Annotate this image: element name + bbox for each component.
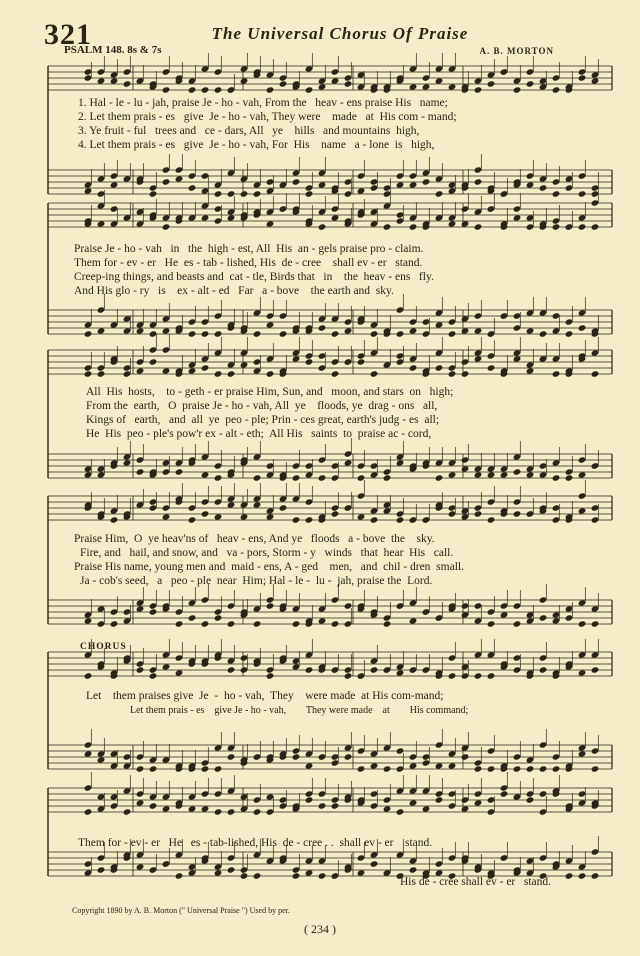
system-3-bass-note-head [318,474,327,481]
system-1-bass-note-head [526,181,535,188]
system-5-treble-note-head [487,672,496,679]
system-3-treble-note-head [214,370,223,377]
system-5-treble-note-head [539,666,548,673]
system-6-treble-note-head [435,796,444,803]
system-2-bass-note-head [253,330,262,337]
system-6-treble-note-head [162,805,171,812]
system-4-treble-note-head [292,516,301,523]
system-4-treble-note-head [474,510,483,517]
system-3-treble-note-head [227,370,236,377]
system-5-bass-note-head [487,765,496,772]
system-5-bass-note-head [474,765,483,772]
system-2-treble-note-head [266,220,275,227]
system-4-treble-note-head [357,513,366,520]
system-3-bass-note-head [201,471,210,478]
system-4-treble-note-head [266,513,275,520]
system-2-bass-note-head [474,327,483,334]
system-6-treble-note-head [305,796,314,803]
system-6-bass-note-head [175,872,184,879]
system-5-bass-note-head [201,765,210,772]
system-1-lyric-3: 3. Ye fruit - ful trees and ce - dars, All ye hills and mountains high, [78,125,420,137]
system-2-lyric-1: Praise Je - ho - vah in the high - est, All His an - gels praise pro - claim. [74,243,424,255]
system-4-lyric-1: Praise Him, O ye heav'ns of heav - ens, And ye floods a - bove the sky. [74,533,435,545]
system-6-bass-note-head [578,872,587,879]
chorus-bass-final-lyric: His de - cree shall ev - er stand. [400,876,552,888]
system-4-bass-note-head [188,614,197,621]
system-5-treble-note-head [305,666,314,673]
system-5-treble-note-head [591,666,600,673]
system-5-treble-note-head [344,672,353,679]
system-2-bass-note-head [279,330,288,337]
system-3-treble-note-head [201,364,210,371]
system-3-bass-note-head [474,471,483,478]
system-2-treble-note-head [448,220,457,227]
system-5-treble-note-head [448,672,457,679]
system-2-bass-note-head [344,327,353,334]
system-2-bass-note-head [318,324,327,331]
system-4-treble-note-head [578,507,587,514]
system-3-treble-note-head [526,367,535,374]
system-5-bass-note-head [370,762,379,769]
system-5-treble-note-head [175,669,184,676]
system-3-treble-note-head [513,355,522,362]
system-2-treble-note-head [513,214,522,221]
system-4-treble-note-head [331,510,340,517]
system-3-bass-note-head [513,468,522,475]
system-1-treble-note-head [331,77,340,84]
system-2-treble-note-head [201,214,210,221]
system-5-treble-note-head [396,669,405,676]
system-4-treble-note-head [162,513,171,520]
system-1-treble-note-head [162,86,171,93]
system-3-bass-note-head [565,474,574,481]
system-2-treble-note-head [227,214,236,221]
system-4-lyric-3: Praise His name, young men and maid - ens, A - ged men, and chil - dren small. [74,561,464,573]
system-3-bass-note-head [448,471,457,478]
psalm-meter: PSALM 148. 8s & 7s [64,44,162,56]
system-5-bass-note-head [84,750,93,757]
system-6-treble-note-head [136,799,145,806]
system-4-treble-note-head [188,516,197,523]
system-1-treble-note-head [214,86,223,93]
system-5-bass-note-head [591,765,600,772]
system-6-treble-note-head [526,796,535,803]
chorus-bass-lyric: Let them prais - es give Je - ho - vah, They were made at His command; [130,705,469,716]
system-5-treble-note-head [227,666,236,673]
system-6-bass-note-head [253,872,262,879]
system-2-bass-note-head [578,324,587,331]
system-1-treble-note-head [422,83,431,90]
system-4-treble-note-head [201,510,210,517]
system-4-lyric-2: Fire, and hail, and snow, and va - pors, Storm - y winds that hear His call. [80,547,454,559]
system-2-treble-note-head [318,223,327,230]
system-1-bass-note-head [409,181,418,188]
system-6-treble-note-head [149,802,158,809]
system-6-bass-note-head [97,866,106,873]
system-3-treble-note-head [331,370,340,377]
system-5-bass-note-head [136,765,145,772]
system-1-bass-note-head [357,187,366,194]
system-5-bass-note-head [539,765,548,772]
system-4-treble-note-head [279,504,288,511]
system-1-treble-note-head [513,86,522,93]
system-6-treble-note-head [331,802,340,809]
system-1-treble-note-head [591,77,600,84]
system-4-bass-note-head [253,620,262,627]
system-6-bass-note-head [292,872,301,879]
system-3-treble-note-head [188,367,197,374]
system-5-treble-note-head [266,672,275,679]
system-5-treble-note-head [136,666,145,673]
system-3-bass-note-head [344,459,353,466]
system-3-bass-note-head [292,474,301,481]
system-5-bass-note-head [448,762,457,769]
system-1-treble-note-head [409,83,418,90]
system-4-treble-note-head [110,516,119,523]
system-1-bass-note-head [188,184,197,191]
system-1-bass-note-head [474,178,483,185]
system-2-bass-note-head [409,327,418,334]
system-6-bass-note-head [591,872,600,879]
system-2-treble-note-head [591,223,600,230]
system-5-bass-note-head [578,750,587,757]
system-6-bass-note-head [214,869,223,876]
system-1-lyric-2: 2. Let them prais - es give Je - ho - vah, They were made at His com - mand; [78,111,457,123]
system-4-bass-note-head [175,620,184,627]
system-3-bass-note-head [461,465,470,472]
system-1-bass-note-head [149,190,158,197]
system-1-treble-note-head [305,86,314,93]
system-6-bass-note-head [565,872,574,879]
system-6-treble-note-head [383,805,392,812]
system-1-treble-note-head [578,74,587,81]
system-2-bass-note-head [162,327,171,334]
system-3-treble-note-head [552,370,561,377]
system-3-bass-note-head [500,471,509,478]
chorus-final-lyric: Them for - ev - er He es - tab-lished, His de - cree . . shall ev - er stand. [78,837,433,849]
system-4-bass-note-head [227,620,236,627]
system-3-lyric-1: All His hosts, to - geth - er praise Him, Sun, and moon, and stars on high; [86,386,454,398]
system-6-treble-note-head [318,802,327,809]
system-6-treble-note-head [214,808,223,815]
system-5-bass-note-head [461,753,470,760]
system-1-bass-note-head [422,178,431,185]
system-3-bass-note-head [123,459,132,466]
system-3-treble-note-head [370,370,379,377]
system-2-bass-note-head [370,330,379,337]
system-1-lyric-1: 1. Hal - le - lu - jah, praise Je - ho - vah, From the heav - ens praise His name; [78,97,448,109]
system-4-bass-note-head [292,620,301,627]
system-6-treble-note-head [396,808,405,815]
system-3-treble-note-head [461,370,470,377]
system-1-treble-note-head [318,83,327,90]
system-5-treble-note-head [474,672,483,679]
system-1-treble-note-head [240,77,249,84]
system-3-bass-note-head [487,471,496,478]
system-3-treble-note-head [448,370,457,377]
system-3-bass-note-head [383,474,392,481]
system-1-treble-note-head [487,80,496,87]
system-3-bass-note-head [578,471,587,478]
system-4-treble-note-head [240,513,249,520]
system-1-treble-note-head [552,86,561,93]
system-3-lyric-4: He His peo - ple's pow'r ex - alt - eth; All His saints to praise ac - cord, [86,428,432,440]
system-2-lyric-2: Them for - ev - er He es - tab - lished, His de - cree shall ev - er stand. [74,257,423,269]
system-5-bass-note-head [435,762,444,769]
system-1-treble-note-head [201,86,210,93]
system-1-bass-note-head [110,181,119,188]
system-6-treble-note-head [461,805,470,812]
system-2-bass-note-head [565,330,574,337]
system-2-bass-note-head [461,327,470,334]
system-2-treble-note-head [578,223,587,230]
system-1-bass-note-head [396,181,405,188]
system-5-bass-note-head [409,762,418,769]
system-6-treble-note-head [227,808,236,815]
system-1-bass-note-head [240,190,249,197]
system-4-bass-note-head [591,620,600,627]
system-3-treble-note-head [292,355,301,362]
system-4-bass-note-head [110,620,119,627]
system-5-treble-note-head [370,666,379,673]
copyright-notice: Copyright 1890 by A. B. Morton (" Universal Praise ") Used by per. [72,906,290,915]
system-4-lyric-4: Ja - cob's seed, a peo - ple near Him; Hal - le - lu - jah, praise the Lord. [80,575,433,587]
system-5-bass-note-head [526,765,535,772]
system-2-bass-note-head [435,321,444,328]
system-5-bass-note-head [357,765,366,772]
system-4-bass-note-head [266,602,275,609]
system-4-bass-note-head [500,611,509,618]
system-1-treble-note-head [526,80,535,87]
system-1-treble-note-head [266,86,275,93]
system-4-treble-note-head [487,516,496,523]
system-5-treble-note-head [84,672,93,679]
system-2-bass-note-head [136,327,145,334]
system-2-treble-note-head [331,214,340,221]
system-4-bass-note-head [487,620,496,627]
system-3-treble-note-head [84,370,93,377]
system-5-treble-note-head [578,669,587,676]
system-1-bass-note-head [292,178,301,185]
system-2-lyric-4: And His glo - ry is ex - alt - ed Far a - bove the earth and sky. [74,285,394,297]
system-2-bass-note-head [214,330,223,337]
system-5-bass-note-head [344,753,353,760]
system-2-bass-note-head [396,330,405,337]
system-4-bass-note-head [578,620,587,627]
system-5-bass-note-head [214,765,223,772]
system-5-bass-note-head [383,765,392,772]
system-1-bass-note-head [214,190,223,197]
system-1-bass-note-head [539,184,548,191]
system-4-treble-note-head [396,516,405,523]
system-4-bass-note-head [84,617,93,624]
system-6-bass-note-head [357,869,366,876]
system-3-lyric-2: From the earth, O praise Je - ho - vah, All ye floods, ye drag - ons all, [86,400,438,412]
system-4-treble-note-head [253,501,262,508]
system-4-bass-note-head [409,617,418,624]
system-1-bass-note-head [175,175,184,182]
system-1-treble-note-head [110,77,119,84]
system-1-treble-note-head [279,80,288,87]
system-4-bass-note-head [149,608,158,615]
system-6-treble-note-head [500,790,509,797]
system-2-bass-note-head [84,330,93,337]
system-6-bass-note-head [227,866,236,873]
chorus-soprano-lyric: Let them praises give Je - ho - vah, They were made at His com-mand; [86,690,444,702]
system-2-treble-note-head [97,220,106,227]
system-2-treble-note-head [474,223,483,230]
system-3-bass-note-head [435,474,444,481]
system-2-bass-note-head [97,327,106,334]
system-4-treble-note-head [227,501,236,508]
system-5-bass-note-head [97,756,106,763]
system-3-lyric-3: Kings of earth, and all ye peo - ple; Prin - ces great, earth's judg - es all; [86,414,440,426]
system-6-bass-note-head [370,860,379,867]
system-5-bass-note-head [292,753,301,760]
system-6-treble-note-head [201,805,210,812]
system-3-bass-note-head [175,468,184,475]
system-5-bass-note-head [227,753,236,760]
system-3-treble-note-head [435,364,444,371]
system-3-treble-note-head [409,364,418,371]
system-1-treble-note-head [123,80,132,87]
system-4-bass-note-head [201,620,210,627]
system-3-bass-note-head [526,471,535,478]
system-3-treble-note-head [305,358,314,365]
system-2-treble-note-head [383,223,392,230]
system-4-treble-note-head [370,516,379,523]
system-3-bass-note-head [253,474,262,481]
system-1-bass-note-head [318,181,327,188]
system-6-treble-note-head [123,808,132,815]
system-4-treble-note-head [305,516,314,523]
system-5-bass-note-head [552,765,561,772]
system-5-treble-note-head [149,672,158,679]
system-2-bass-note-head [201,330,210,337]
system-2-bass-note-head [526,327,535,334]
system-3-treble-note-head [591,370,600,377]
system-6-treble-note-head [253,808,262,815]
system-4-treble-note-head [513,510,522,517]
system-6-bass-note-head [318,872,327,879]
system-3-bass-note-head [214,474,223,481]
system-4-bass-note-head [136,605,145,612]
system-4-bass-note-head [214,614,223,621]
system-4-bass-note-head [383,620,392,627]
system-2-bass-note-head [331,330,340,337]
system-5-treble-note-head [162,663,171,670]
system-1-treble-note-head [188,86,197,93]
system-3-treble-note-head [240,361,249,368]
system-1-treble-note-head [474,86,483,93]
system-5-bass-note-head [513,765,522,772]
system-1-treble-note-head [344,80,353,87]
system-3-bass-note-head [396,459,405,466]
chorus-label: CHORUS [80,642,127,652]
system-3-treble-note-head [487,364,496,371]
system-1-treble-note-head [448,83,457,90]
system-2-treble-note-head [409,223,418,230]
system-1-bass-note-head [578,190,587,197]
system-1-bass-note-head [552,190,561,197]
system-1-treble-note-head [97,77,106,84]
system-4-bass-note-head [539,614,548,621]
system-2-treble-note-head [461,220,470,227]
system-4-bass-note-head [331,620,340,627]
system-6-bass-note-head [305,869,314,876]
system-2-bass-note-head [539,330,548,337]
system-6-bass-note-head [240,872,249,879]
system-1-treble-note-head [435,77,444,84]
system-6-treble-note-head [84,808,93,815]
hymn-number: 321 [44,18,92,51]
system-1-bass-note-head [253,190,262,197]
system-5-bass-note-head [149,765,158,772]
system-4-bass-note-head [513,620,522,627]
system-3-bass-note-head [552,474,561,481]
system-2-bass-note-head [266,321,275,328]
page-number: ( 234 ) [304,922,336,936]
system-3-treble-note-head [474,355,483,362]
system-6-treble-note-head [422,805,431,812]
system-3-treble-note-head [149,358,158,365]
system-3-bass-note-head [136,468,145,475]
system-2-treble-note-head [552,223,561,230]
system-3-treble-note-head [357,358,366,365]
system-2-treble-note-head [162,223,171,230]
system-6-treble-note-head [409,799,418,806]
system-6-treble-note-head [188,805,197,812]
system-5-bass-note-head [305,762,314,769]
system-3-treble-note-head [266,370,275,377]
system-6-treble-note-head [474,799,483,806]
system-3-treble-note-head [97,370,106,377]
system-2-lyric-3: Creep-ing things, and beasts and cat - tle, Birds that in the heav - ens fly. [74,271,434,283]
system-1-bass-note-head [162,178,171,185]
system-2-bass-note-head [188,330,197,337]
composer-credit: A. B. MORTON [479,46,554,56]
system-4-bass-note-head [318,617,327,624]
system-6-bass-note-head [409,866,418,873]
system-1-bass-note-head [84,187,93,194]
system-3-treble-note-head [162,367,171,374]
system-4-treble-note-head [214,513,223,520]
system-3-treble-note-head [136,367,145,374]
hymn-title: The Universal Chorus Of Praise [211,24,469,43]
system-1-bass-note-head [305,190,314,197]
system-2-bass-note-head [448,330,457,337]
system-6-bass-note-head [136,863,145,870]
system-1-lyric-4: 4. Let them prais - es give Je - ho - vah, For His name a - lone is high, [78,139,435,151]
system-1-bass-note-head [435,190,444,197]
